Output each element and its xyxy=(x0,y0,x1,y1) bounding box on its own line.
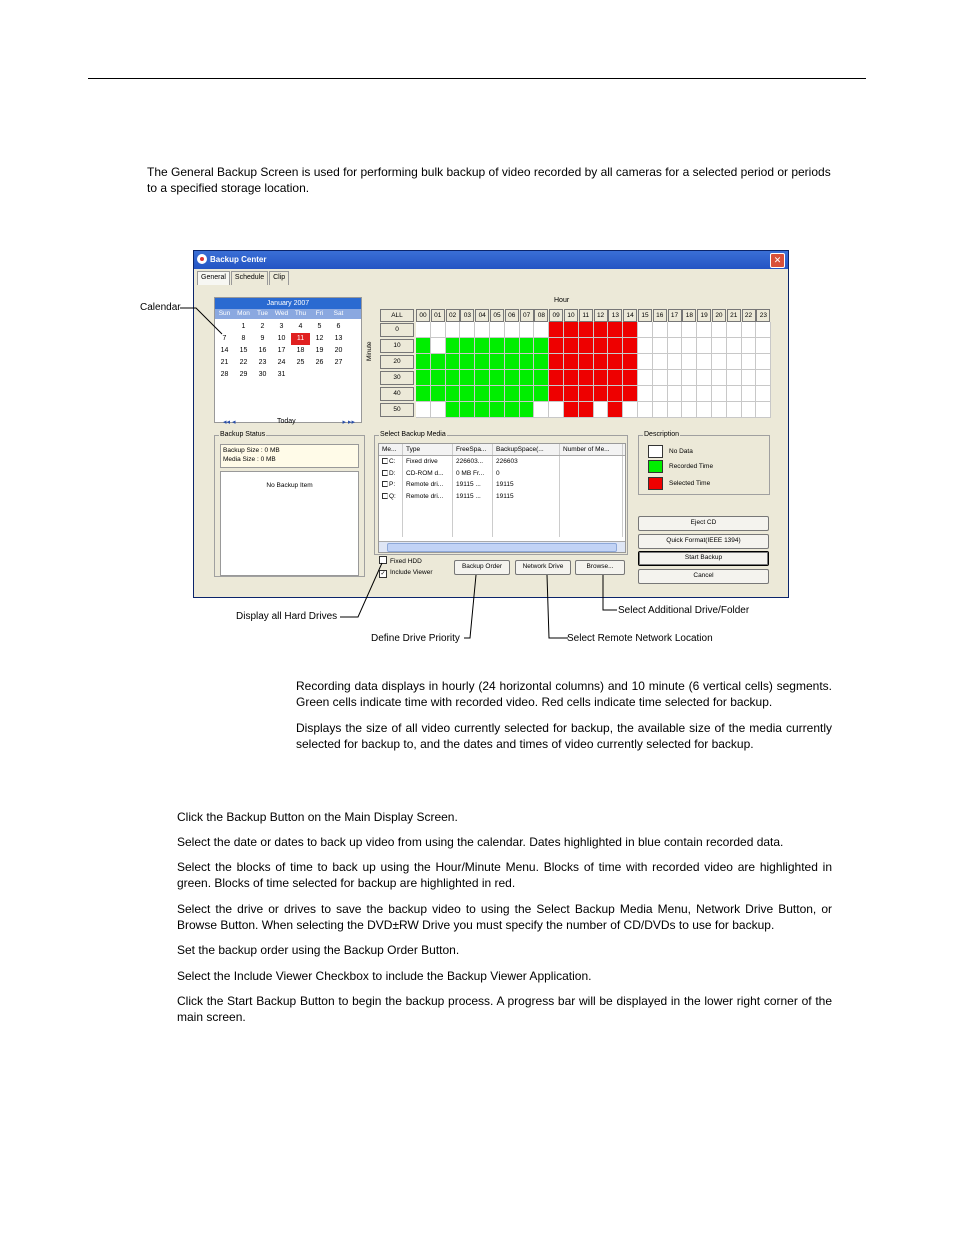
backup-media-label: Select Backup Media xyxy=(380,431,446,438)
calendar-date[interactable]: 28 xyxy=(220,371,229,378)
calendar-date[interactable]: 27 xyxy=(334,359,343,366)
calendar-date[interactable]: 18 xyxy=(296,347,305,354)
calendar-date[interactable]: 17 xyxy=(277,347,286,354)
hdd-leader xyxy=(340,563,382,617)
media-cell: 19115 xyxy=(493,491,560,503)
eject-cd-button[interactable]: Eject CD xyxy=(638,516,769,531)
media-column-header[interactable]: BackupSpace(... xyxy=(493,444,560,455)
hour-button[interactable]: 10 xyxy=(564,309,578,322)
hour-button[interactable]: 12 xyxy=(594,309,608,322)
hour-button[interactable]: 06 xyxy=(505,309,519,322)
calendar-date[interactable]: 26 xyxy=(315,359,324,366)
calendar-date[interactable]: 1 xyxy=(241,323,246,330)
step-3: Select the blocks of time to back up using the Hour/Minute Menu. Blocks of time with recorded video are highlighted in green. Blocks of time selected for backup are highlighted in red. xyxy=(177,860,832,890)
hour-button[interactable]: 08 xyxy=(534,309,548,322)
calendar-date[interactable]: 19 xyxy=(315,347,324,354)
no-backup-item: No Backup Item xyxy=(266,482,313,489)
next-month-button[interactable]: ▸ ▸▸ xyxy=(342,419,355,426)
callout-drive-priority: Define Drive Priority xyxy=(371,633,460,644)
calendar-date[interactable]: 8 xyxy=(241,335,246,342)
weekday-label: Fri xyxy=(315,310,324,317)
tab-schedule[interactable]: Schedule xyxy=(231,271,268,285)
media-cell: Fixed drive xyxy=(403,456,453,468)
media-cell: 19115 ... xyxy=(453,491,493,503)
weekday-label: Mon xyxy=(237,310,250,317)
hour-button[interactable]: 23 xyxy=(756,309,770,322)
tab-clip[interactable]: Clip xyxy=(269,271,289,285)
close-button[interactable]: ✕ xyxy=(770,253,785,268)
calendar-date[interactable]: 7 xyxy=(222,335,227,342)
step-4: Select the drive or drives to save the backup video to using the Select Backup Media Menu, Network Drive Button, or Browse Button. When selecting the DVD±RW Drive you must specify the number of CD/DVDs to use for backup. xyxy=(177,902,832,932)
media-column-header[interactable]: Type xyxy=(403,444,453,455)
minute-button[interactable]: 20 xyxy=(380,355,414,369)
calendar-date[interactable]: 9 xyxy=(260,335,265,342)
calendar-date[interactable]: 5 xyxy=(317,323,322,330)
calendar-date[interactable]: 13 xyxy=(334,335,343,342)
media-cell: 226603 xyxy=(493,456,560,468)
hour-button[interactable]: 11 xyxy=(579,309,593,322)
callout-remote: Select Remote Network Location xyxy=(567,633,713,644)
minute-label: Minute xyxy=(366,341,373,361)
recorded-text: Recorded Time xyxy=(669,463,714,471)
hour-button[interactable]: 18 xyxy=(682,309,696,322)
media-column-header[interactable]: Me... xyxy=(379,444,403,455)
backup-size: Backup Size : 0 MB xyxy=(223,447,280,454)
browse-button[interactable]: Browse... xyxy=(575,560,625,575)
minute-button[interactable]: 0 xyxy=(380,323,414,337)
hour-button[interactable]: 22 xyxy=(742,309,756,322)
media-cell: 19115 ... xyxy=(453,479,493,491)
grid-description: Recording data displays in hourly (24 horizontal columns) and 10 minute (6 vertical cells) segments. Green cells indicate time with recorded video. Red cells indicate time selected for backup. xyxy=(296,679,832,709)
hour-button[interactable]: 17 xyxy=(668,309,682,322)
callout-display-hdd: Display all Hard Drives xyxy=(236,611,338,622)
media-cell: Remote dri... xyxy=(403,479,453,491)
calendar-date[interactable]: 29 xyxy=(239,371,248,378)
today-button[interactable]: Today xyxy=(277,418,296,425)
media-cell: 19115 xyxy=(493,479,560,491)
media-cell: CD-ROM d... xyxy=(403,468,453,480)
description-label: Description xyxy=(644,431,680,438)
cancel-button[interactable]: Cancel xyxy=(638,569,769,584)
calendar-date[interactable]: 22 xyxy=(239,359,248,366)
minute-button[interactable]: 30 xyxy=(380,371,414,385)
media-column-header[interactable]: FreeSpa... xyxy=(453,444,493,455)
start-backup-button[interactable]: Start Backup xyxy=(638,551,769,566)
order-leader xyxy=(464,575,476,638)
callout-calendar: Calendar xyxy=(140,302,181,313)
calendar-date[interactable]: 11 xyxy=(291,333,310,345)
selected-text: Selected Time xyxy=(669,480,711,488)
calendar-date[interactable]: 14 xyxy=(220,347,229,354)
calendar-date[interactable]: 25 xyxy=(296,359,305,366)
hour-button[interactable]: 01 xyxy=(431,309,445,322)
weekday-label: Tue xyxy=(257,310,268,317)
calendar-leader xyxy=(180,308,222,334)
hour-button[interactable]: 16 xyxy=(653,309,667,322)
tab-general[interactable]: General xyxy=(197,271,230,285)
hour-button[interactable]: 09 xyxy=(549,309,563,322)
backup-status-label: Backup Status xyxy=(220,431,266,438)
network-leader xyxy=(547,575,568,638)
media-drive-letter: Q: xyxy=(389,492,396,500)
calendar-month[interactable]: January 2007 xyxy=(215,298,361,309)
include-viewer-box[interactable]: ✓ xyxy=(380,571,386,577)
media-drive-letter: C: xyxy=(389,458,396,465)
media-drive-letter: P: xyxy=(389,481,396,488)
status-description: Displays the size of all video currently selected for backup, the available size of the media currently selected for backup to, and the dates and times of video currently selected for backup. xyxy=(296,721,832,751)
hour-button[interactable]: 13 xyxy=(608,309,622,322)
hour-button[interactable]: 05 xyxy=(490,309,504,322)
hour-button[interactable]: 14 xyxy=(623,309,637,322)
weekday-label: Sat xyxy=(333,310,344,317)
hour-button[interactable]: 19 xyxy=(697,309,711,322)
callout-additional: Select Additional Drive/Folder xyxy=(618,605,750,616)
minute-button[interactable]: 10 xyxy=(380,339,414,353)
no-data-text: No Data xyxy=(669,448,693,456)
calendar-date[interactable]: 31 xyxy=(277,371,286,378)
media-cell: 0 MB Fr... xyxy=(453,468,493,480)
calendar-date[interactable]: 10 xyxy=(277,335,286,342)
step-1: Click the Backup Button on the Main Display Screen. xyxy=(177,810,458,824)
fixed-hdd-label: Fixed HDD xyxy=(390,558,422,565)
step-2: Select the date or dates to back up video from using the calendar. Dates highlighted in blue contain recorded data. xyxy=(177,835,784,849)
hour-button[interactable]: 04 xyxy=(475,309,489,322)
calendar-date[interactable]: 24 xyxy=(277,359,286,366)
minute-button[interactable]: 40 xyxy=(380,387,414,401)
quick-format-button[interactable]: Quick Format(IEEE 1394) xyxy=(638,534,769,549)
hour-button[interactable]: 00 xyxy=(416,309,430,322)
all-button[interactable]: ALL xyxy=(380,309,414,322)
hour-button[interactable]: 03 xyxy=(460,309,474,322)
media-cell: 226603... xyxy=(453,456,493,468)
media-column-header[interactable]: Number of Me... xyxy=(560,444,623,455)
hour-button[interactable]: 15 xyxy=(638,309,652,322)
step-5: Set the backup order using the Backup Order Button. xyxy=(177,943,460,957)
calendar-date[interactable]: 6 xyxy=(336,323,341,330)
calendar-date[interactable]: 4 xyxy=(298,323,303,330)
prev-month-button[interactable]: ◂◂ ◂ xyxy=(223,419,236,426)
weekday-label: Sun xyxy=(218,310,231,317)
intro-paragraph: The General Backup Screen is used for performing bulk backup of video recorded by all cameras for a selected period or periods to a specified storage location. xyxy=(147,165,831,195)
media-size: Media Size : 0 MB xyxy=(223,456,276,463)
step-6: Select the Include Viewer Checkbox to include the Backup Viewer Application. xyxy=(177,969,592,983)
calendar-date[interactable]: 15 xyxy=(239,347,248,354)
backup-order-button[interactable]: Backup Order xyxy=(454,560,510,575)
media-cell: Remote dri... xyxy=(403,491,453,503)
hour-label: Hour xyxy=(554,297,570,304)
hour-button[interactable]: 21 xyxy=(727,309,741,322)
browse-leader xyxy=(603,575,617,610)
calendar-date[interactable]: 23 xyxy=(258,359,267,366)
minute-button[interactable]: 50 xyxy=(380,403,414,417)
hour-button[interactable]: 02 xyxy=(446,309,460,322)
calendar-date[interactable]: 21 xyxy=(220,359,229,366)
media-drive-letter: D: xyxy=(389,469,396,477)
calendar-date[interactable]: 20 xyxy=(334,347,343,354)
calendar-date[interactable]: 3 xyxy=(279,323,284,330)
weekday-label: Thu xyxy=(294,310,307,317)
hour-button[interactable]: 20 xyxy=(712,309,726,322)
weekday-label: Wed xyxy=(274,310,289,317)
calendar-date[interactable]: 2 xyxy=(260,323,265,330)
media-cell: 0 xyxy=(493,468,560,480)
window-title: Backup Center xyxy=(210,255,267,264)
include-viewer-label: Include Viewer xyxy=(390,569,433,576)
calendar-date[interactable]: 16 xyxy=(258,347,267,354)
step-7: Click the Start Backup Button to begin the backup process. A progress bar will be displayed in the lower right corner of the main screen. xyxy=(177,994,832,1024)
calendar-date[interactable]: 12 xyxy=(315,335,324,342)
calendar-date[interactable]: 30 xyxy=(258,371,267,378)
hour-button[interactable]: 07 xyxy=(520,309,534,322)
network-drive-button[interactable]: Network Drive xyxy=(515,560,571,575)
